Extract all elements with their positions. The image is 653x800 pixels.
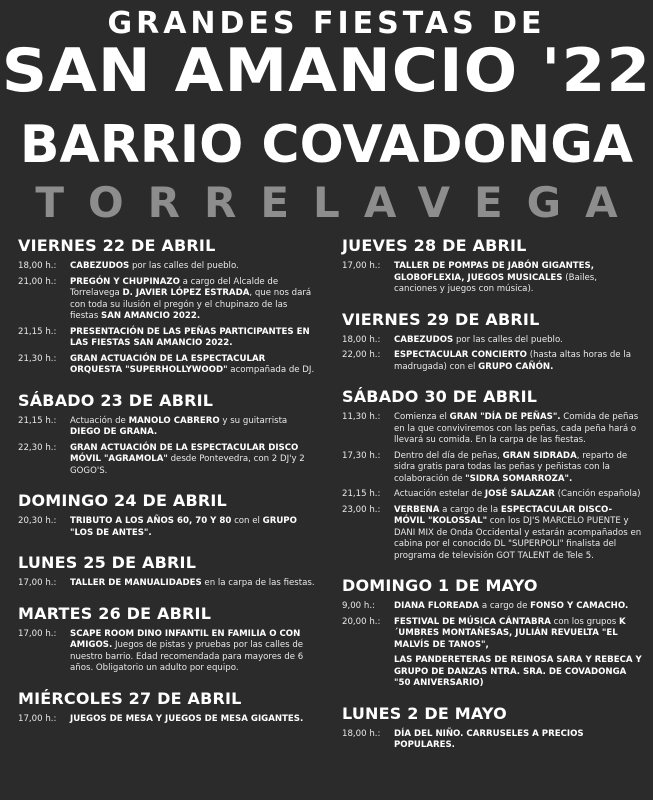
event-highlight: ESPECTACULAR CONCIERTO: [394, 350, 527, 360]
event-text: [394, 489, 642, 501]
event-detail: Juegos de pistas y pruebas por las calles de nuestro barrio. Edad recomendada para mayores de 6 años. Obligatorio un adulto por equipo.: [70, 640, 304, 673]
day-block: [18, 689, 318, 726]
header-city: TORRELAVEGA: [35, 178, 642, 227]
event-row: [18, 443, 318, 478]
event-detail: , que nos dará con toda su ilusión el pregón y el chupinazo de las fiestas: [70, 288, 312, 321]
event-detail: Actuación estelar de: [394, 489, 485, 499]
event-time: 21,00 h.:: [18, 276, 57, 287]
event-time: [342, 655, 394, 690]
event-detail: (Canción española): [554, 489, 641, 499]
event-time: 22,30 h.:: [18, 442, 57, 453]
event-highlight: TALLER DE MANUALIDADES: [70, 578, 202, 588]
day-title: DOMINGO 24 DE ABRIL: [18, 491, 227, 510]
event-detail: a cargo de: [479, 601, 531, 611]
event-row: [18, 629, 318, 675]
event-detail: acompañada de DJ.: [227, 365, 315, 375]
event-text: [394, 617, 642, 652]
event-detail: Comienza el: [394, 412, 450, 422]
event-detail: Comida de peñas en la que conviviremos con las peñas, cada peña hará o llevará su comida. En la carpa de las fiestas.: [394, 412, 639, 445]
event-time: 23,00 h.:: [342, 504, 381, 515]
event-highlight: DIEGO DE GRANA.: [70, 427, 158, 437]
event-highlight: CABEZUDOS: [394, 334, 454, 345]
event-time: 22,00 h.:: [342, 350, 381, 360]
event-time: 20,00 h.:: [342, 616, 381, 627]
event-text: [70, 578, 318, 590]
event-detail: a cargo del Alcalde de Torrelavega: [70, 276, 279, 298]
event-highlight: TRIBUTO A LOS AÑOS 60, 70 Y 80: [70, 516, 232, 526]
event-row: [342, 729, 642, 752]
event-time: 17,30 h.:: [342, 450, 381, 461]
event-text: [70, 714, 318, 726]
day-block: [18, 553, 318, 590]
event-detail: con el: [231, 516, 263, 526]
day-title: MARTES 26 DE ABRIL: [18, 603, 212, 623]
event-row: [342, 601, 642, 613]
event-text: [394, 412, 642, 447]
event-highlight: GRAN SIDRADA: [502, 450, 577, 461]
header-pretitle: GRANDES FIESTAS DE: [107, 6, 546, 41]
event-time: 18,00 h.:: [342, 728, 381, 739]
event-highlight: JOSÉ SALAZAR: [484, 489, 555, 499]
day-block: [18, 604, 318, 675]
event-time: 21,15 h.:: [342, 489, 381, 499]
event-row: [342, 505, 642, 563]
event-highlight: GRAN "DÍA DE PEÑAS".: [449, 412, 561, 422]
event-row: [342, 451, 642, 486]
event-row: [342, 655, 642, 690]
event-row: [18, 354, 318, 377]
event-time: 21,15 h.:: [18, 415, 57, 426]
event-highlight: SCAPE ROOM DINO INFANTIL EN FAMILIA O CON AMIGOS.: [70, 628, 301, 650]
event-time: 20,30 h.:: [18, 516, 57, 526]
event-text: [70, 443, 318, 478]
event-time: 11,30 h.:: [342, 412, 381, 422]
event-text: [394, 350, 642, 373]
event-time: 17,00 h.:: [18, 628, 57, 639]
day-block: [342, 310, 642, 374]
event-highlight: "SIDRA SOMARROZA".: [465, 473, 573, 484]
day-block: [342, 387, 642, 562]
header-subtitle: BARRIO COVADONGA: [19, 115, 634, 175]
event-detail: Dentro del día de peñas,: [394, 450, 503, 461]
event-highlight: D. JAVIER LÓPEZ ESTRADA: [122, 288, 250, 298]
event-text: [394, 261, 642, 296]
event-text: [70, 327, 318, 350]
event-detail: Actuación de: [70, 415, 129, 426]
event-detail: (hasta altas horas de la madrugada) con el: [394, 350, 631, 372]
event-highlight: ESPECTACULAR DISCO-MÓVIL "KOLOSSAL": [394, 504, 613, 526]
event-highlight: GRUPO CAÑÓN.: [478, 361, 554, 372]
event-detail: , reparto de sidra gratis para todas las peñas y peñistas con la colaboración de: [394, 450, 628, 484]
day-block: [342, 704, 642, 752]
day-title: JUEVES 28 DE ABRIL: [342, 236, 527, 255]
event-row: [18, 714, 318, 726]
event-highlight: DIANA FLOREADA: [394, 601, 480, 611]
event-text: [70, 629, 318, 675]
event-highlight: GRAN ACTUACIÓN DE LA ESPECTACULAR DISCO MÓVIL "AGRAMOLA": [70, 442, 299, 464]
event-detail: con los DJ'S MARCELO PUENTE y DANI MIX de Onda Occidental y estarán acompañados en cabina por el conocido DL "SUPERPOLI" finalista del programa de televisión GOT TALENT de Tele 5.: [394, 516, 642, 561]
event-text: [70, 354, 318, 377]
event-row: [18, 516, 318, 539]
day-block: [18, 391, 318, 478]
day-title: MIÉRCOLES 27 DE ABRIL: [18, 688, 242, 708]
event-highlight: GRUPO "LOS DE ANTES".: [70, 516, 297, 538]
event-text: [394, 451, 642, 486]
day-title: DOMINGO 1 DE MAYO: [342, 576, 538, 595]
event-time: 18,00 h.:: [18, 261, 57, 271]
event-row: [342, 335, 642, 347]
header-title: SAN AMANCIO '22: [1, 36, 652, 106]
event-detail: por las calles del pueblo.: [453, 334, 563, 345]
event-row: [342, 412, 642, 447]
event-detail: desde Pontevedra, con 2 DJ'y 2 GOGO'S.: [70, 454, 305, 476]
event-text: [70, 416, 318, 439]
event-highlight: PRESENTACIÓN DE LAS PEÑAS PARTICIPANTES EN LAS FIESTAS SAN AMANCIO 2022.: [70, 326, 310, 348]
day-title: SÁBADO 30 DE ABRIL: [342, 387, 538, 406]
event-text: [70, 261, 318, 273]
day-title: SÁBADO 23 DE ABRIL: [18, 390, 214, 410]
event-row: [342, 261, 642, 296]
day-block: [18, 491, 318, 539]
event-row: [18, 261, 318, 273]
schedule-column-right: [342, 236, 642, 766]
event-row: [342, 617, 642, 652]
day-block: [342, 236, 642, 296]
event-time: 17,00 h.:: [342, 261, 381, 271]
event-highlight: MANOLO CABRERO: [128, 415, 220, 426]
event-text: [394, 505, 642, 563]
event-time: 21,30 h.:: [18, 353, 57, 364]
event-text: [394, 655, 642, 690]
event-text: [70, 516, 318, 539]
event-highlight: DÍA DEL NIÑO. CARRUSELES A PRECIOS POPULARES.: [394, 728, 584, 750]
day-block: [18, 236, 318, 377]
event-time: 18,00 h.:: [342, 334, 381, 345]
event-detail: y su guitarrista: [219, 415, 288, 426]
event-row: [18, 327, 318, 350]
day-title: LUNES 2 DE MAYO: [342, 703, 507, 723]
event-row: [342, 489, 642, 501]
event-highlight: FESTIVAL DE MÚSICA CÁNTABRA: [394, 616, 551, 627]
event-detail: con los grupos: [550, 616, 619, 627]
event-time: 21,15 h.:: [18, 326, 57, 337]
day-title: VIERNES 29 DE ABRIL: [342, 309, 540, 329]
event-detail: a cargo de la: [439, 504, 501, 515]
event-highlight: SAN AMANCIO 2022.: [101, 311, 201, 321]
event-row: [18, 578, 318, 590]
event-highlight: PREGÓN Y CHUPINAZO: [70, 276, 180, 287]
event-time: 9,00 h.:: [342, 601, 375, 611]
event-highlight: TALLER DE POMPAS DE JABÓN GIGANTES, GLOBOFLEXIA, JUEGOS MUSICALES: [394, 261, 594, 283]
event-row: [18, 416, 318, 439]
event-detail: en la carpa de las fiestas.: [201, 578, 315, 588]
event-highlight: FONSO Y CAMACHO.: [530, 601, 629, 611]
event-highlight: JUEGOS DE MESA Y JUEGOS DE MESA GIGANTES.: [70, 713, 304, 724]
event-row: [18, 277, 318, 323]
schedule-column-left: [18, 236, 318, 739]
event-row: [342, 350, 642, 373]
event-highlight: GRAN ACTUACIÓN DE LA ESPECTACULAR ORQUESTA "SUPERHOLLYWOOD": [70, 353, 266, 375]
day-title: LUNES 25 DE ABRIL: [18, 553, 197, 572]
event-text: [394, 601, 642, 613]
event-highlight: LAS PANDERETERAS DE REINOSA SARA Y REBECA Y GRUPO DE DANZAS NTRA. SRA. DE COVADONGA "50 ANIVERSARIO): [394, 655, 642, 688]
day-block: [342, 576, 642, 690]
event-detail: (Bailes, canciones y juegos con música).: [394, 272, 598, 294]
event-time: 17,00 h.:: [18, 578, 57, 588]
event-highlight: CABEZUDOS: [70, 261, 130, 271]
event-text: [394, 335, 642, 347]
day-title: VIERNES 22 DE ABRIL: [18, 236, 216, 255]
event-highlight: VERBENA: [394, 504, 440, 515]
event-detail: por las calles del pueblo.: [129, 261, 239, 271]
event-highlight: K´UMBRES MONTAÑESAS, JULIÁN REVUELTA "EL MALVÍS DE TANOS",: [394, 616, 626, 650]
event-time: 17,00 h.:: [18, 713, 57, 724]
event-text: [394, 729, 642, 752]
event-text: [70, 277, 318, 323]
